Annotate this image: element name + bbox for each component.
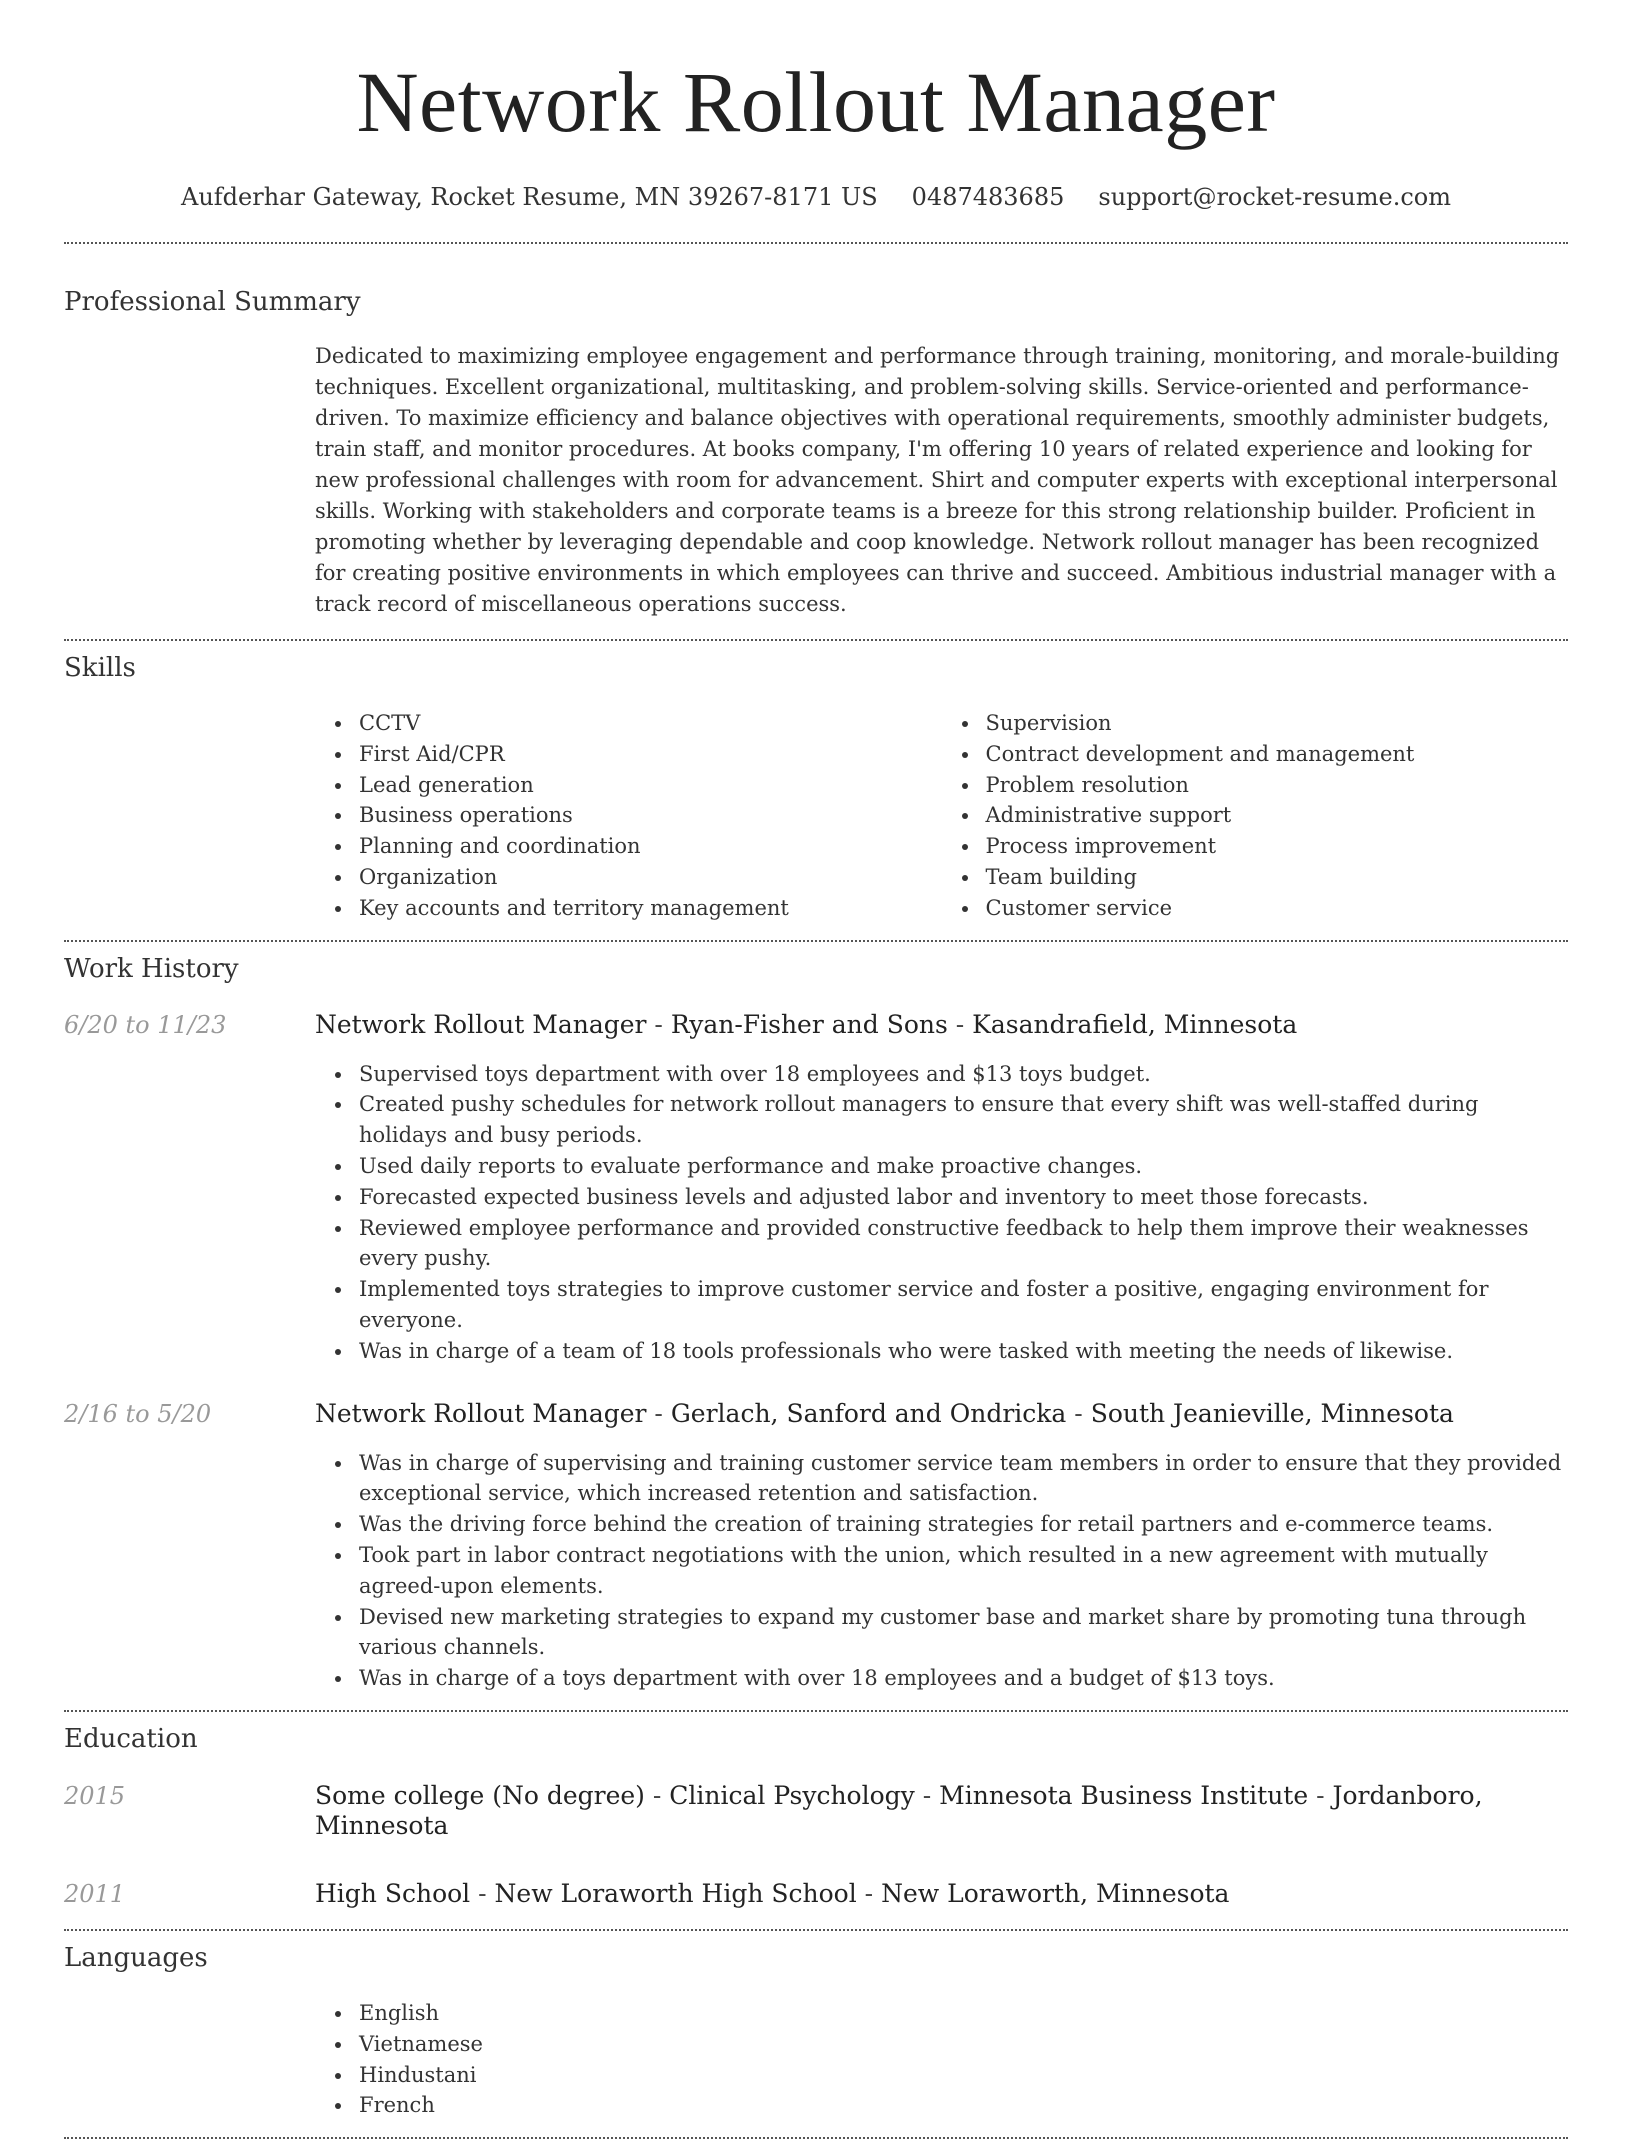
job-bullet: Implemented toys strategies to improve customer service and foster a positive, engaging environment for everyone.: [359, 1274, 1568, 1336]
skill-item: Customer service: [986, 893, 1569, 924]
language-item: Vietnamese: [359, 2029, 1568, 2060]
language-item: English: [359, 1998, 1568, 2029]
skill-item: Organization: [359, 862, 942, 893]
job-bullets-wrap: [315, 1448, 1568, 1694]
job-bullet: Used daily reports to evaluate performance and make proactive changes.: [359, 1151, 1568, 1182]
skill-item: Team building: [986, 862, 1569, 893]
contact-email: support@rocket-resume.com: [1098, 183, 1451, 211]
skill-item: Process improvement: [986, 831, 1569, 862]
skills-list-left: [315, 708, 942, 924]
job-bullets-wrap: [315, 1059, 1568, 1367]
education-school: New Loraworth High School: [494, 1878, 857, 1908]
separator: -: [856, 1878, 882, 1908]
education-school: Minnesota Business Institute: [939, 1780, 1309, 1810]
education-entry: [64, 1781, 1568, 1841]
skill-item: Problem resolution: [986, 770, 1569, 801]
separator: -: [470, 1878, 495, 1908]
job-role: Network Rollout Manager: [315, 1009, 647, 1039]
summary-content: [315, 341, 1568, 620]
skill-item: Key accounts and territory management: [359, 893, 942, 924]
education-title-line: [315, 1781, 1568, 1841]
education-degree: Some college (No degree): [315, 1780, 645, 1810]
job-bullet: Was in charge of a toys department with over 18 employees and a budget of $13 toys.: [359, 1663, 1568, 1694]
contact-line: [64, 182, 1568, 212]
work-section: [64, 942, 1568, 1694]
language-item: Hindustani: [359, 2060, 1568, 2091]
skills-grid: [315, 708, 1568, 924]
job-bullet: Was in charge of supervising and training customer service team members in order to ensure that they provided exceptional service, which increased retention and satisfaction.: [359, 1448, 1568, 1510]
education-year: 2015: [64, 1781, 126, 1810]
language-item: French: [359, 2090, 1568, 2121]
job-location: Kasandrafield, Minnesota: [972, 1009, 1298, 1039]
separator: -: [644, 1780, 670, 1810]
job-bullets: [315, 1448, 1568, 1694]
contact-address: Aufderhar Gateway, Rocket Resume, MN 39267-8171 US: [181, 183, 878, 211]
job-bullet: Reviewed employee performance and provided constructive feedback to help them improve their weaknesses every pushy.: [359, 1213, 1568, 1275]
skill-item: Lead generation: [359, 770, 942, 801]
job-bullet: Forecasted expected business levels and adjusted labor and inventory to meet those forecasts.: [359, 1182, 1568, 1213]
job-role: Network Rollout Manager: [315, 1398, 647, 1428]
section-title-languages: Languages: [64, 1942, 208, 1973]
separator: -: [914, 1780, 940, 1810]
section-title-summary: Professional Summary: [64, 287, 361, 317]
summary-text: Dedicated to maximizing employee engagement and performance through training, monitoring, and morale-building techniques. Excellent organizational, multitasking, and problem-solving skills. Service-oriented and performance-driven. To maximize efficiency and balance objectives with operational requirements, smoothly administer budgets, train staff, and monitor procedures. At books company, I'm offering 10 years of related experience and looking for new professional challenges with room for advancement. Shirt and computer experts with exceptional interpersonal skills. Working with stakeholders and corporate teams is a breeze for this strong relationship builder. Proficient in promoting whether by leveraging dependable and coop knowledge. Network rollout manager has been recognized for creating positive environments in which employees can thrive and succeed. Ambitious industrial manager with a track record of miscellaneous operations success.: [315, 344, 1560, 616]
education-location: New Loraworth, Minnesota: [881, 1878, 1230, 1908]
languages-content: [315, 1998, 1568, 2121]
separator: -: [1066, 1398, 1091, 1428]
job-title-line: [315, 1010, 1568, 1040]
section-title-education: Education: [64, 1723, 198, 1754]
separator: -: [646, 1398, 671, 1428]
skills-section: [64, 641, 1568, 924]
skill-item: First Aid/CPR: [359, 739, 942, 770]
section-title-work: Work History: [64, 953, 239, 984]
resume-header: [64, 0, 1568, 212]
separator: -: [1308, 1780, 1333, 1810]
section-title-skills: Skills: [64, 653, 136, 683]
skills-list-right: [942, 708, 1569, 924]
job-bullet: Took part in labor contract negotiations with the union, which resulted in a new agreement with mutually agreed-upon elements.: [359, 1540, 1568, 1602]
job-bullets: [315, 1059, 1568, 1367]
job-bullet: Was the driving force behind the creation of training strategies for retail partners and e-commerce teams.: [359, 1509, 1568, 1540]
job-dates: 6/20 to 11/23: [64, 1010, 227, 1039]
job-location: South Jeanieville, Minnesota: [1090, 1398, 1454, 1428]
contact-phone: 0487483685: [911, 183, 1065, 211]
education-field: Clinical Psychology: [669, 1780, 915, 1810]
candidate-name: Network Rollout Manager: [356, 54, 1276, 150]
job-bullet: Supervised toys department with over 18 employees and $13 toys budget.: [359, 1059, 1568, 1090]
education-entry: [64, 1879, 1568, 1909]
skill-item: CCTV: [359, 708, 942, 739]
education-section: [64, 1712, 1568, 1909]
job-entry: [64, 1010, 1568, 1367]
skill-item: Business operations: [359, 800, 942, 831]
education-degree: High School: [315, 1878, 471, 1908]
skill-item: Administrative support: [986, 800, 1569, 831]
education-year: 2011: [64, 1879, 126, 1908]
summary-section: [64, 244, 1568, 620]
languages-list: [315, 1998, 1568, 2121]
skill-item: Contract development and management: [986, 739, 1569, 770]
education-location: Jordanboro, Minnesota: [315, 1780, 1483, 1840]
separator: -: [646, 1009, 671, 1039]
separator: -: [947, 1009, 973, 1039]
job-company: Ryan-Fisher and Sons: [670, 1009, 948, 1039]
job-title-line: [315, 1399, 1568, 1429]
skill-item: Supervision: [986, 708, 1569, 739]
skill-item: Planning and coordination: [359, 831, 942, 862]
job-company: Gerlach, Sanford and Ondricka: [670, 1398, 1067, 1428]
languages-section: [64, 1931, 1568, 2121]
job-entry: [64, 1399, 1568, 1694]
education-title-line: [315, 1879, 1568, 1909]
job-bullet: Was in charge of a team of 18 tools professionals who were tasked with meeting the needs of likewise.: [359, 1336, 1568, 1367]
job-bullet: Devised new marketing strategies to expand my customer base and market share by promoting tuna through various channels.: [359, 1602, 1568, 1664]
job-bullet: Created pushy schedules for network rollout managers to ensure that every shift was well-staffed during holidays and busy periods.: [359, 1089, 1568, 1151]
job-dates: 2/16 to 5/20: [64, 1399, 212, 1428]
